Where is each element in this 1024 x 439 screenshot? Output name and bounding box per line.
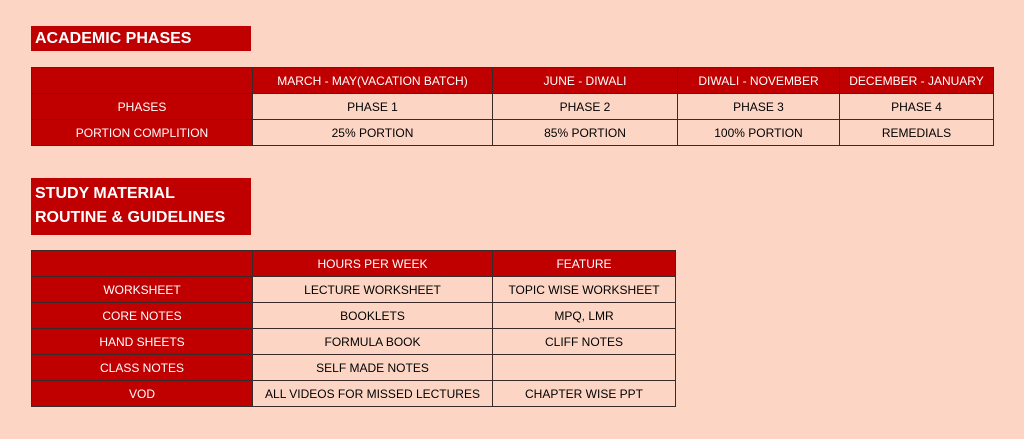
row-label: VOD	[32, 381, 253, 407]
study-material-table	[31, 250, 676, 407]
heading-line: STUDY MATERIAL	[35, 185, 175, 202]
header-cell	[32, 68, 253, 94]
table-row	[32, 277, 676, 303]
table-cell: REMEDIALS	[840, 120, 994, 146]
row-label: PHASES	[32, 94, 253, 120]
table-header-row	[32, 251, 676, 277]
table-cell: MPQ, LMR	[493, 303, 676, 329]
table-row	[32, 120, 994, 146]
header-cell: JUNE - DIWALI	[493, 68, 678, 94]
table-cell: LECTURE WORKSHEET	[253, 277, 493, 303]
header-cell: DIWALI - NOVEMBER	[678, 68, 840, 94]
table-header-row	[32, 68, 994, 94]
header-cell: FEATURE	[493, 251, 676, 277]
academic-phases-table	[31, 67, 994, 146]
table-cell: BOOKLETS	[253, 303, 493, 329]
header-cell: HOURS PER WEEK	[253, 251, 493, 277]
table-row	[32, 381, 676, 407]
table-cell: CHAPTER WISE PPT	[493, 381, 676, 407]
row-label: HAND SHEETS	[32, 329, 253, 355]
table-row	[32, 94, 994, 120]
header-cell: MARCH - MAY(VACATION BATCH)	[253, 68, 493, 94]
heading-line: ROUTINE & GUIDELINES	[35, 209, 226, 226]
table-cell: TOPIC WISE WORKSHEET	[493, 277, 676, 303]
table-row	[32, 303, 676, 329]
table-cell: 25% PORTION	[253, 120, 493, 146]
row-label: PORTION COMPLITION	[32, 120, 253, 146]
table-cell: PHASE 4	[840, 94, 994, 120]
table-cell: 100% PORTION	[678, 120, 840, 146]
academic-phases-heading: ACADEMIC PHASES	[31, 26, 251, 51]
table-row	[32, 355, 676, 381]
table-cell	[493, 355, 676, 381]
table-row	[32, 329, 676, 355]
table-cell: CLIFF NOTES	[493, 329, 676, 355]
header-cell: DECEMBER - JANUARY	[840, 68, 994, 94]
row-label: CLASS NOTES	[32, 355, 253, 381]
header-cell	[32, 251, 253, 277]
study-material-heading	[31, 178, 251, 235]
table-cell: ALL VIDEOS FOR MISSED LECTURES	[253, 381, 493, 407]
table-cell: FORMULA BOOK	[253, 329, 493, 355]
table-cell: SELF MADE NOTES	[253, 355, 493, 381]
row-label: WORKSHEET	[32, 277, 253, 303]
table-cell: PHASE 1	[253, 94, 493, 120]
row-label: CORE NOTES	[32, 303, 253, 329]
table-cell: PHASE 2	[493, 94, 678, 120]
table-cell: 85% PORTION	[493, 120, 678, 146]
table-cell: PHASE 3	[678, 94, 840, 120]
